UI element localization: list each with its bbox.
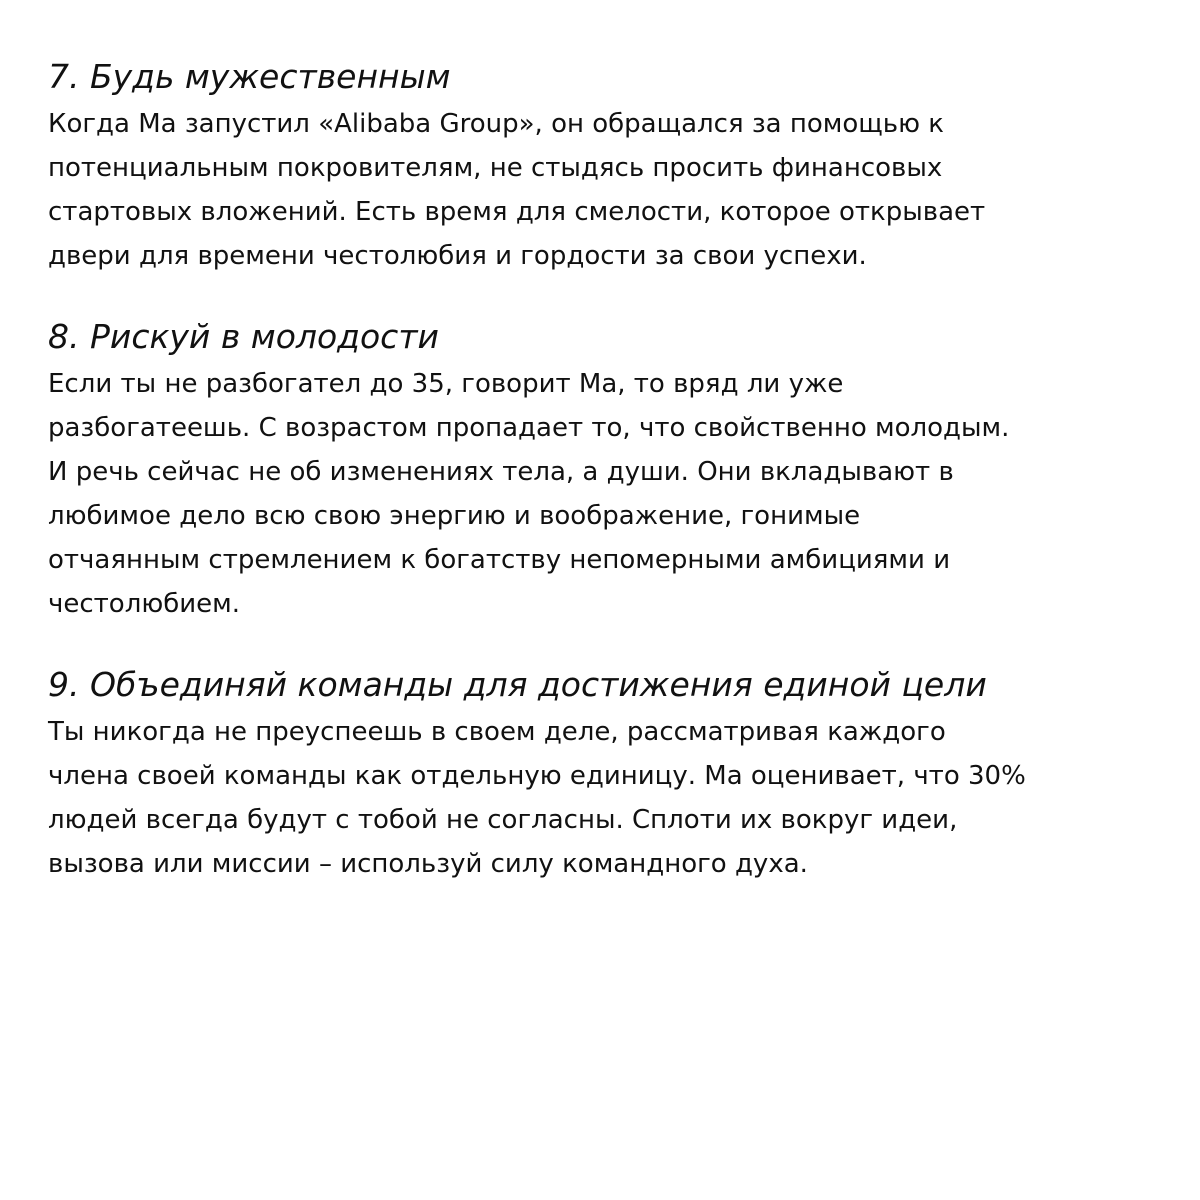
paragraph-line: Ты никогда не преуспеешь в своем деле, рассматривая каждого — [48, 717, 946, 747]
section-8 — [48, 312, 1158, 626]
section-heading: 9. Объединяй команды для достижения единой цели — [48, 665, 987, 704]
paragraph-line: стартовых вложений. Есть время для смелости, которое открывает — [48, 197, 986, 227]
section-paragraph — [48, 362, 1158, 626]
article — [48, 52, 1158, 920]
paragraph-line: честолюбием. — [48, 589, 241, 619]
section-paragraph — [48, 102, 1158, 278]
paragraph-line: потенциальным покровителям, не стыдясь просить финансовых — [48, 153, 943, 183]
paragraph-line: двери для времени честолюбия и гордости за свои успехи. — [48, 241, 867, 271]
paragraph-line: члена своей команды как отдельную единицу. Ма оценивает, что 30% — [48, 761, 1026, 791]
paragraph-line: отчаянным стремлением к богатству непомерными амбициями и — [48, 545, 951, 575]
paragraph-line: любимое дело всю свою энергию и воображение, гонимые — [48, 501, 861, 531]
paragraph-line: И речь сейчас не об изменениях тела, а души. Они вкладывают в — [48, 457, 954, 487]
section-9 — [48, 660, 1158, 886]
paragraph-line: Когда Ма запустил «Alibaba Group», он обращался за помощью к — [48, 109, 944, 139]
paragraph-line: разбогатеешь. С возрастом пропадает то, что свойственно молодым. — [48, 413, 1010, 443]
section-heading: 7. Будь мужественным — [48, 57, 451, 96]
section-7 — [48, 52, 1158, 278]
section-paragraph — [48, 710, 1158, 886]
paragraph-line: Если ты не разбогател до 35, говорит Ма, то вряд ли уже — [48, 369, 844, 399]
paragraph-line: вызова или миссии – используй силу командного духа. — [48, 849, 808, 879]
paragraph-line: людей всегда будут с тобой не согласны. Сплоти их вокруг идеи, — [48, 805, 958, 835]
section-heading: 8. Рискуй в молодости — [48, 317, 439, 356]
